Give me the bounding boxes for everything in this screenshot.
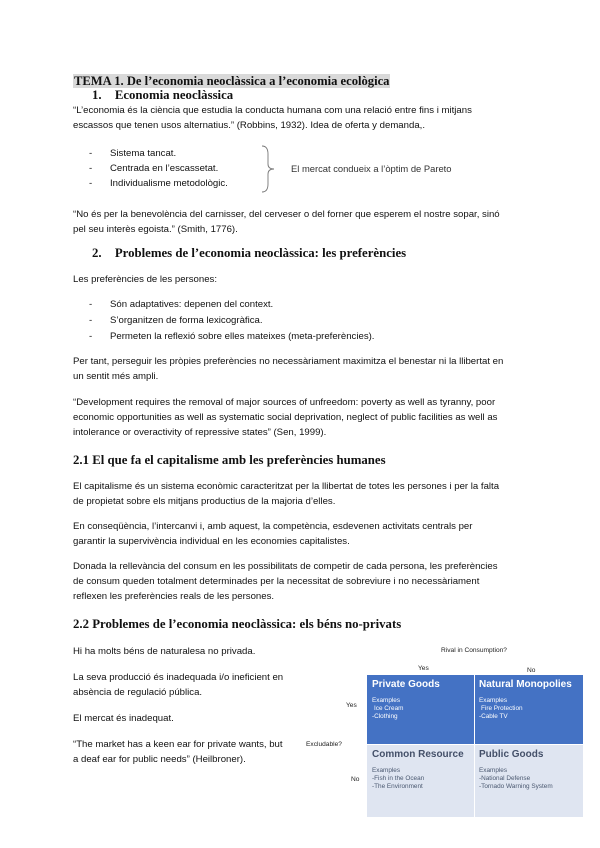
- preferences-paragraph-line-1: Per tant, perseguir les pròpies preferències no necessàriament maximitza el benestar ni la llibertat en: [73, 356, 504, 367]
- capitalism-paragraph-3: [73, 559, 498, 604]
- list-item: - Permeten la reflexió sobre elles mateixes (meta-preferències).: [89, 331, 375, 342]
- pareto-note: El mercat condueix a l’òptim de Pareto: [291, 163, 452, 174]
- nonprivate-paragraph-2: [73, 670, 283, 700]
- bullet-text: S’organitzen de forma lexicogràfica.: [110, 315, 263, 326]
- cell-common-resource: [372, 749, 470, 791]
- preferences-paragraph-line-2: un sentit més ampli.: [73, 371, 159, 382]
- paragraph-line: garantir la supervivència individual en les economies capitalistes.: [73, 536, 350, 547]
- cell-example: -Fish in the Ocean: [372, 775, 425, 782]
- smith-quote-line-2: pel seu interès egoista.” (Smith, 1776).: [73, 224, 238, 235]
- section-2-title: Problemes de l’economia neoclàssica: les preferències: [114, 246, 407, 260]
- cell-title: Natural Monopolies: [479, 679, 572, 690]
- matrix-vertical-divider: [474, 675, 475, 817]
- section-2-number: 2.: [92, 246, 102, 260]
- excludable-no-label: No: [351, 776, 360, 783]
- robbins-quote-line-1: “L’economia és la ciència que estudia la conducta humana com una relació entre fins i mitjans: [73, 105, 472, 116]
- cell-example: -Tornado Warning System: [479, 783, 553, 790]
- paragraph-line: En conseqüència, l’intercanvi i, amb aquest, la competència, esdevenen activitats centrals per: [73, 521, 473, 532]
- sen-quote-line-2: economic opportunities as well as systematic social deprivation, neglect of public facilities as well as: [73, 412, 498, 423]
- section-1-number: 1.: [92, 88, 102, 102]
- robbins-quote: [73, 103, 472, 133]
- cell-title: Common Resource: [372, 749, 464, 760]
- section-2-2-heading: 2.2 Problemes de l’economia neoclàssica: els béns no-privats: [73, 617, 402, 631]
- section-1-title: Economia neoclàssica: [114, 88, 234, 102]
- paragraph-line: de propietat sobre els mitjans productius de la majoria d’elles.: [73, 496, 336, 507]
- paragraph-line: reflexen les preferències reals de les persones.: [73, 591, 275, 602]
- paragraph-line: El capitalisme és un sistema econòmic caracteritzat per la llibertat de totes les persones i per la falta: [73, 481, 500, 492]
- bullet-text: Sistema tancat.: [110, 148, 177, 159]
- list-item: - Són adaptatives: depenen del context.: [89, 299, 274, 310]
- robbins-quote-line-2: escassos que tenen usos alternatius.” (Robbins, 1932). Idea de oferta y demanda,.: [73, 120, 425, 131]
- bullet-list-2: [0, 297, 600, 345]
- paragraph-line: de consum queden totalment determinades per la necessitat de sobreviure i no necessàriament: [73, 576, 480, 587]
- bullet-text: Són adaptatives: depenen del context.: [110, 299, 274, 310]
- nonprivate-paragraph-3: El mercat és inadequat.: [73, 713, 174, 724]
- sen-quote: [73, 395, 497, 440]
- cell-public-goods: [479, 749, 581, 791]
- heilbroner-quote: [73, 737, 283, 767]
- bullet-text: Permeten la reflexió sobre elles mateixes (meta-preferències).: [110, 331, 375, 342]
- cell-natural-monopolies: [479, 679, 581, 721]
- matrix-horizontal-divider: [367, 744, 583, 745]
- cell-examples-label: Examples: [372, 767, 401, 774]
- smith-quote-line-1: “No és per la benevolència del carnisser, del cerveser o del forner que esperem el nostre sopar, sinó: [73, 209, 500, 220]
- paragraph-line: a deaf ear for public needs” (Heilbroner).: [73, 754, 246, 765]
- preferences-intro: Les preferències de les persones:: [73, 274, 217, 285]
- rival-no-label: No: [527, 667, 536, 674]
- rival-axis-label: Rival in Consumption?: [441, 647, 507, 654]
- cell-examples-label: Examples: [479, 767, 508, 774]
- excludable-yes-label: Yes: [346, 702, 357, 709]
- cell-title: Private Goods: [372, 679, 440, 690]
- cell-example: -National Defense: [479, 775, 531, 782]
- cell-examples-label: Examples: [372, 697, 401, 704]
- bullet-text: Centrada en l’escassetat.: [110, 163, 219, 174]
- goods-matrix: [367, 675, 583, 817]
- cell-private-goods: [372, 679, 470, 721]
- section-2-1-heading: 2.1 El que fa el capitalisme amb les preferències humanes: [73, 453, 386, 467]
- curly-bracket-icon: [258, 144, 280, 194]
- cell-title: Public Goods: [479, 749, 544, 760]
- smith-quote: [73, 207, 500, 237]
- cell-example: -The Environment: [372, 783, 423, 790]
- paragraph-line: absència de regulació pública.: [73, 687, 203, 698]
- list-item: - S’organitzen de forma lexicogràfica.: [89, 315, 263, 326]
- preferences-paragraph: [73, 354, 503, 384]
- sen-quote-line-3: intolerance or overactivity of repressive states” (Sen, 1999).: [73, 427, 327, 438]
- paragraph-line: La seva producció és inadequada i/o ineficient en: [73, 672, 284, 683]
- sen-quote-line-1: “Development requires the removal of major sources of unfreedom: poverty as well as tyranny, poor: [73, 397, 496, 408]
- bullet-text: Individualisme metodològic.: [110, 178, 228, 189]
- excludable-axis-label: Excludable?: [306, 741, 342, 748]
- cell-example: -Cable TV: [479, 713, 508, 720]
- list-item: - Sistema tancat.: [89, 148, 177, 159]
- section-1-heading: [92, 88, 233, 103]
- nonprivate-paragraph-1: Hi ha molts béns de naturalesa no privada.: [73, 646, 256, 657]
- cell-example: Ice Cream: [374, 705, 404, 712]
- list-item: - Centrada en l’escassetat.: [89, 163, 219, 174]
- rival-yes-label: Yes: [418, 665, 429, 672]
- list-item: - Individualisme metodològic.: [89, 178, 228, 189]
- cell-example: -Clothing: [372, 713, 398, 720]
- capitalism-paragraph-2: [73, 519, 472, 549]
- main-heading-text: TEMA 1. De l’economia neoclàssica a l’economia ecològica: [74, 74, 390, 88]
- section-2-heading: [92, 246, 406, 261]
- capitalism-paragraph-1: [73, 479, 499, 509]
- cell-example: Fire Protection: [481, 705, 523, 712]
- paragraph-line: “The market has a keen ear for private wants, but: [73, 739, 283, 750]
- paragraph-line: Donada la rellevància del consum en les possibilitats de competir de cada persona, les preferències: [73, 561, 498, 572]
- cell-examples-label: Examples: [479, 697, 508, 704]
